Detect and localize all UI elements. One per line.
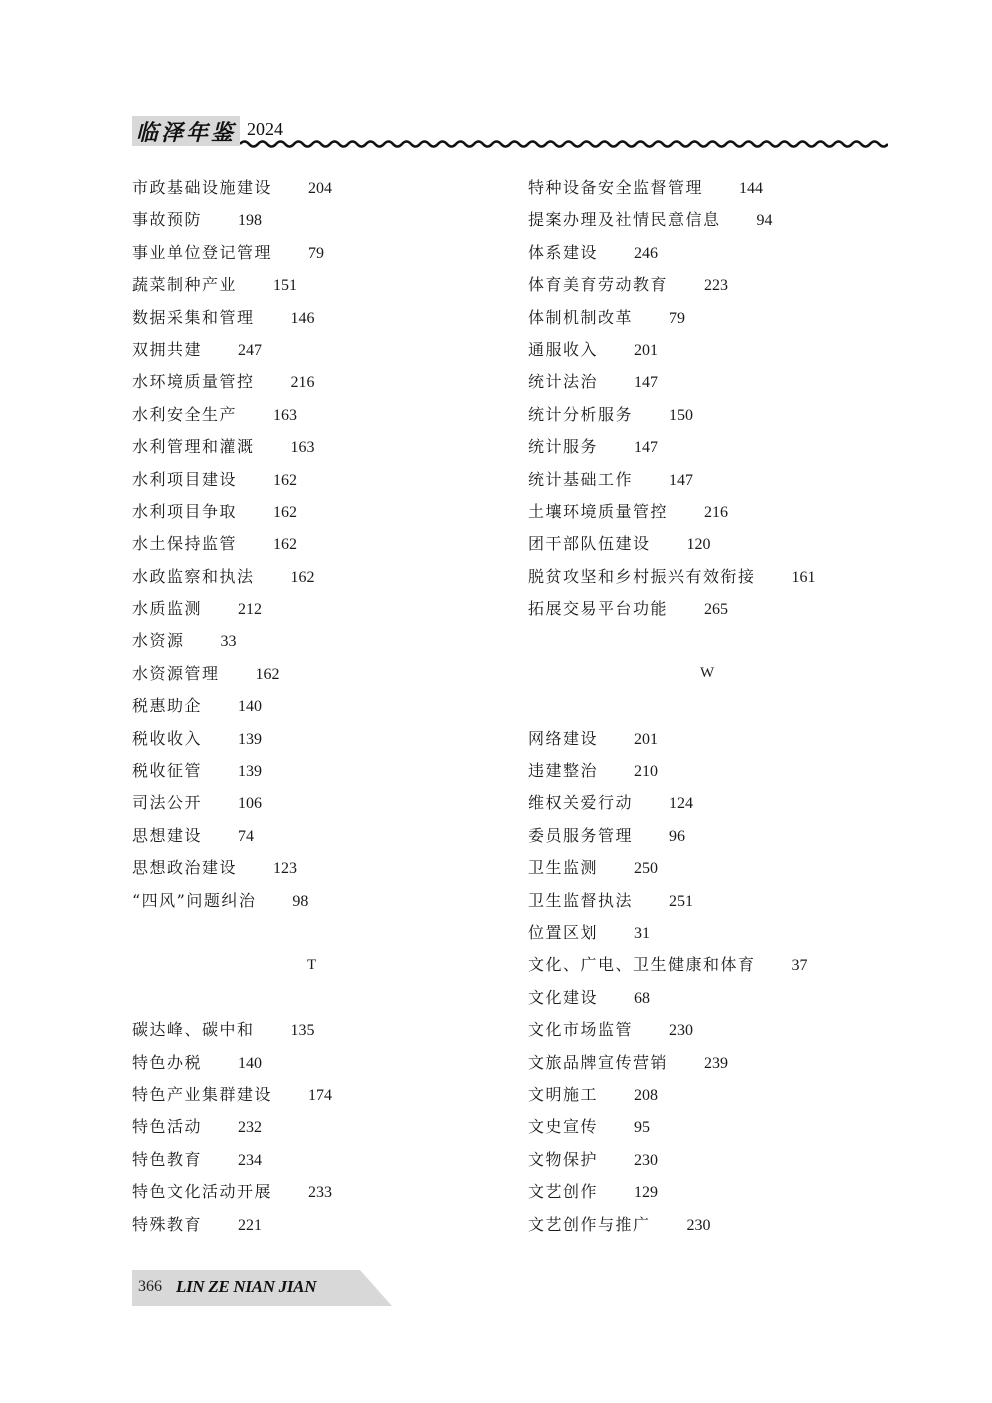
entry-page-number: 151 — [273, 277, 298, 295]
index-entry — [528, 1144, 888, 1176]
entry-term: 水资源 — [132, 631, 185, 651]
wavy-rule — [240, 138, 888, 150]
entry-page-number: 162 — [273, 503, 298, 521]
index-entry — [132, 269, 502, 301]
index-entry — [528, 366, 888, 398]
entry-page-number: 140 — [238, 698, 263, 716]
entry-page-number: 246 — [634, 244, 659, 262]
entry-page-number: 129 — [634, 1184, 659, 1202]
entry-page-number: 96 — [669, 827, 686, 845]
index-entry — [528, 464, 888, 496]
entry-term: 特色文化活动开展 — [132, 1182, 273, 1202]
index-entry — [528, 561, 888, 593]
entry-page-number: 233 — [308, 1184, 333, 1202]
entry-term: 特色办税 — [132, 1052, 203, 1072]
entry-page-number: 147 — [634, 439, 659, 457]
index-entry — [528, 723, 888, 755]
entry-term: 网络建设 — [528, 728, 599, 748]
index-entry — [132, 561, 502, 593]
entry-page-number: 174 — [308, 1086, 333, 1104]
footer-title: LIN ZE NIAN JIAN — [176, 1277, 317, 1296]
entry-term: 文旅品牌宣传营销 — [528, 1052, 669, 1072]
index-entry — [132, 172, 502, 204]
entry-term: 文明施工 — [528, 1084, 599, 1104]
entry-page-number: 37 — [791, 957, 808, 975]
entry-page-number: 221 — [238, 1216, 263, 1234]
entry-term: 水质监测 — [132, 599, 203, 619]
section-letter — [528, 625, 888, 722]
entry-page-number: 232 — [238, 1119, 263, 1137]
entry-term: 思想建设 — [132, 825, 203, 845]
entry-page-number: 161 — [791, 568, 816, 586]
section-letter — [132, 917, 502, 1014]
running-footer — [132, 1270, 392, 1306]
entry-term: 文化建设 — [528, 987, 599, 1007]
entry-page-number: 230 — [669, 1022, 694, 1040]
entry-term: 税收征管 — [132, 761, 203, 781]
yearbook-logo — [132, 116, 240, 146]
entry-term: 文艺创作 — [528, 1182, 599, 1202]
entry-term: 文化市场监管 — [528, 1020, 634, 1040]
index-entry — [132, 496, 502, 528]
entry-term: “四风”问题纠治 — [132, 890, 257, 910]
entry-page-number: 210 — [634, 763, 659, 781]
entry-term: 水利安全生产 — [132, 404, 238, 424]
index-entry — [132, 690, 502, 722]
entry-page-number: 201 — [634, 730, 659, 748]
entry-page-number: 95 — [634, 1119, 651, 1137]
entry-page-number: 198 — [238, 212, 263, 230]
index-entry — [528, 1079, 888, 1111]
entry-term: 水环境质量管控 — [132, 372, 255, 392]
index-column-right — [528, 172, 888, 1241]
entry-page-number: 150 — [669, 406, 694, 424]
index-entry — [528, 1176, 888, 1208]
entry-term: 特色教育 — [132, 1149, 203, 1169]
entry-term: 水利项目建设 — [132, 469, 238, 489]
entry-page-number: 162 — [290, 568, 315, 586]
entry-term: 团干部队伍建设 — [528, 534, 651, 554]
entry-term: 水资源管理 — [132, 663, 220, 683]
index-entry — [132, 431, 502, 463]
entry-page-number: 123 — [273, 860, 298, 878]
index-entry — [528, 528, 888, 560]
entry-page-number: 163 — [290, 439, 315, 457]
entry-term: 拓展交易平台功能 — [528, 599, 669, 619]
entry-page-number: 239 — [704, 1054, 729, 1072]
index-entry — [132, 237, 502, 269]
index-entry — [132, 885, 502, 917]
index-entry — [528, 237, 888, 269]
index-entry — [132, 1144, 502, 1176]
index-entry — [132, 625, 502, 657]
entry-term: 体系建设 — [528, 242, 599, 262]
entry-page-number: 33 — [220, 633, 237, 651]
entry-term: 事业单位登记管理 — [132, 242, 273, 262]
index-entry — [132, 1014, 502, 1046]
index-entry — [132, 204, 502, 236]
index-entry — [528, 917, 888, 949]
index-entry — [132, 464, 502, 496]
entry-term: 特殊教育 — [132, 1214, 203, 1234]
index-entry — [528, 1047, 888, 1079]
entry-page-number: 204 — [308, 180, 333, 197]
index-entry — [528, 787, 888, 819]
entry-page-number: 208 — [634, 1086, 659, 1104]
index-entry — [528, 269, 888, 301]
entry-term: 文史宣传 — [528, 1117, 599, 1137]
entry-term: 司法公开 — [132, 793, 203, 813]
entry-page-number: 124 — [669, 795, 694, 813]
entry-term: 卫生监督执法 — [528, 890, 634, 910]
entry-term: 维权关爱行动 — [528, 793, 634, 813]
index-entry — [528, 949, 888, 981]
index-entry — [528, 431, 888, 463]
entry-page-number: 74 — [238, 827, 255, 845]
index-entry — [528, 852, 888, 884]
index-entry — [132, 723, 502, 755]
entry-page-number: 234 — [238, 1151, 263, 1169]
entry-term: 水政监察和执法 — [132, 566, 255, 586]
entry-page-number: 120 — [686, 536, 711, 554]
entry-page-number: 162 — [273, 471, 298, 489]
entry-group — [528, 172, 888, 625]
entry-term: 委员服务管理 — [528, 825, 634, 845]
index-entry — [132, 1176, 502, 1208]
index-entry — [132, 302, 502, 334]
index-entry — [132, 820, 502, 852]
entry-page-number: 162 — [273, 536, 298, 554]
index-entry — [528, 982, 888, 1014]
index-entry — [528, 204, 888, 236]
entry-page-number: 251 — [669, 892, 694, 910]
entry-term: 水利项目争取 — [132, 501, 238, 521]
entry-term: 蔬菜制种产业 — [132, 275, 238, 295]
entry-page-number: 140 — [238, 1054, 263, 1072]
entry-term: 特色活动 — [132, 1117, 203, 1137]
entry-page-number: 147 — [669, 471, 694, 489]
entry-term: 事故预防 — [132, 210, 203, 230]
entry-term: 脱贫攻坚和乡村振兴有效衔接 — [528, 566, 756, 586]
letter-heading: T — [307, 956, 317, 973]
index-entry — [528, 334, 888, 366]
index-entry — [132, 593, 502, 625]
entry-page-number: 68 — [634, 989, 651, 1007]
index-entry — [528, 399, 888, 431]
page-number: 366 — [138, 1278, 162, 1295]
entry-page-number: 212 — [238, 601, 263, 619]
entry-page-number: 31 — [634, 925, 651, 942]
entry-page-number: 106 — [238, 795, 263, 813]
entry-term: 思想政治建设 — [132, 858, 238, 878]
entry-page-number: 139 — [238, 763, 263, 781]
entry-term: 双拥共建 — [132, 339, 203, 359]
entry-term: 碳达峰、碳中和 — [132, 1020, 255, 1040]
entry-term: 卫生监测 — [528, 858, 599, 878]
index-entry — [528, 820, 888, 852]
entry-page-number: 162 — [255, 665, 280, 683]
entry-page-number: 247 — [238, 341, 263, 359]
entry-term: 文物保护 — [528, 1149, 599, 1169]
entry-term: 土壤环境质量管控 — [528, 501, 669, 521]
index-entry — [132, 1111, 502, 1143]
index-entry — [132, 1079, 502, 1111]
entry-page-number: 79 — [669, 309, 686, 327]
index-column-left — [132, 172, 502, 1241]
entry-page-number: 216 — [704, 503, 729, 521]
entry-term: 特色产业集群建设 — [132, 1084, 273, 1104]
entry-page-number: 201 — [634, 341, 659, 359]
index-entry — [528, 302, 888, 334]
entry-page-number: 216 — [290, 374, 315, 392]
index-entry — [528, 1014, 888, 1046]
entry-term: 文艺创作与推广 — [528, 1214, 651, 1234]
letter-heading: W — [700, 665, 715, 682]
entry-page-number: 139 — [238, 730, 263, 748]
index-entry — [132, 399, 502, 431]
index-entry — [132, 852, 502, 884]
entry-term: 体制机制改革 — [528, 307, 634, 327]
entry-term: 位置区划 — [528, 923, 599, 942]
index-entry — [528, 172, 888, 204]
entry-term: 通服收入 — [528, 339, 599, 359]
index-entry — [528, 755, 888, 787]
running-header — [132, 116, 888, 150]
header-year: 2024 — [247, 119, 283, 139]
entry-page-number: 98 — [292, 892, 309, 910]
index-entry — [528, 1111, 888, 1143]
entry-page-number: 94 — [756, 212, 773, 230]
entry-page-number: 163 — [273, 406, 298, 424]
entry-page-number: 147 — [634, 374, 659, 392]
entry-term: 特种设备安全监督管理 — [528, 178, 704, 197]
entry-term: 统计分析服务 — [528, 404, 634, 424]
entry-term: 统计服务 — [528, 437, 599, 457]
entry-group — [132, 1014, 502, 1241]
entry-term: 水土保持监管 — [132, 534, 238, 554]
entry-term: 统计基础工作 — [528, 469, 634, 489]
entry-term: 体育美育劳动教育 — [528, 275, 669, 295]
entry-term: 市政基础设施建设 — [132, 178, 273, 197]
logo-text: 临泽年鉴 — [135, 120, 236, 146]
index-entry — [528, 885, 888, 917]
index-entry — [528, 1209, 888, 1241]
entry-term: 税惠助企 — [132, 696, 203, 716]
index-entry — [132, 755, 502, 787]
index-entry — [132, 658, 502, 690]
entry-page-number: 146 — [290, 309, 315, 327]
entry-term: 提案办理及社情民意信息 — [528, 210, 721, 230]
index-entry — [132, 1209, 502, 1241]
index-entry — [132, 334, 502, 366]
entry-term: 税收收入 — [132, 728, 203, 748]
index-entry — [132, 1047, 502, 1079]
entry-page-number: 230 — [634, 1151, 659, 1169]
entry-page-number: 79 — [308, 244, 325, 262]
entry-page-number: 144 — [739, 180, 764, 197]
index-entry — [132, 366, 502, 398]
index-entry — [132, 787, 502, 819]
entry-group — [528, 723, 888, 1241]
entry-term: 违建整治 — [528, 761, 599, 781]
entry-page-number: 135 — [290, 1022, 315, 1040]
entry-term: 文化、广电、卫生健康和体育 — [528, 955, 756, 975]
index-entry — [528, 496, 888, 528]
entry-term: 水利管理和灌溉 — [132, 437, 255, 457]
entry-group — [132, 172, 502, 917]
entry-page-number: 230 — [686, 1216, 711, 1234]
entry-page-number: 223 — [704, 277, 729, 295]
entry-term: 数据采集和管理 — [132, 307, 255, 327]
index-entry — [132, 528, 502, 560]
index-entry — [528, 593, 888, 625]
entry-term: 统计法治 — [528, 372, 599, 392]
entry-page-number: 250 — [634, 860, 659, 878]
entry-page-number: 265 — [704, 601, 729, 619]
